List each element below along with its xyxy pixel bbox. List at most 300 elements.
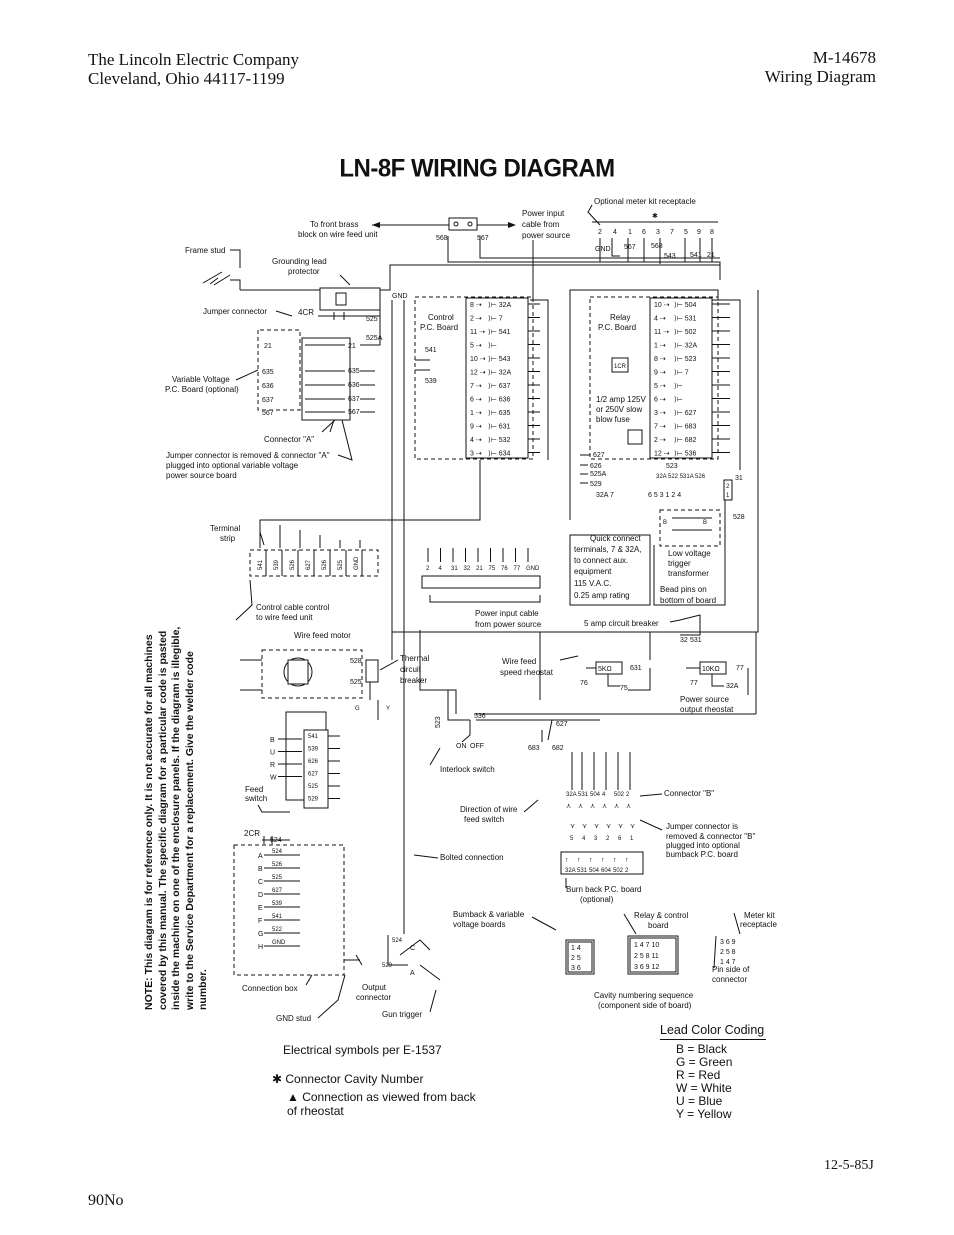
connector-b-bottom-number: 5 — [570, 836, 574, 842]
relay-row-pin: 3 ⇢ — [654, 410, 666, 417]
footer-code: 90No — [88, 1192, 124, 1209]
label-power-source: power source — [522, 231, 571, 240]
terminal-strip-wire: 627 — [306, 559, 312, 570]
meter-wire-21: 21 — [707, 252, 715, 259]
lv-2: trigger — [668, 559, 691, 568]
feed-row-color: B — [270, 737, 275, 744]
input-cable-wire: 77 — [513, 566, 521, 572]
connector-b-pin: ⋎ — [630, 823, 636, 830]
label-connection-box: Connection box — [242, 984, 298, 993]
burnback-wire: 604 — [601, 868, 612, 874]
connection-box-row: F — [258, 918, 263, 925]
relay-pc-board — [570, 290, 745, 546]
control-row-wire: ⟩⊢ 637 — [488, 383, 511, 390]
lcc-item: R = Red — [676, 1068, 721, 1082]
connector-b-bottom-number: 3 — [594, 836, 598, 842]
relay-row-pin: 4 ⇢ — [654, 315, 666, 323]
control-row-pin: 7 ⇢ — [470, 383, 482, 390]
label-power-input-cable: Power input cable — [475, 609, 539, 618]
relay-row-pin: 6 ⇢ — [654, 396, 666, 404]
relay-row-pin: 10 ⇢ — [654, 302, 670, 309]
control-row-pin: 1 ⇢ — [470, 410, 482, 417]
meter-kit-receptacle — [448, 197, 720, 280]
burnback-wire: 32A — [565, 868, 576, 874]
label-switch: switch — [245, 794, 268, 803]
relay-row-pin: 1 ⇢ — [654, 342, 666, 350]
relay-control-2: board — [648, 921, 669, 930]
qc-2: terminals, 7 & 32A, — [574, 545, 642, 554]
lcc-item: W = White — [676, 1081, 732, 1095]
relay-row-wire: ⟩⊢ 682 — [674, 437, 697, 444]
control-pc-board — [415, 240, 548, 460]
label-variable-voltage-2: P.C. Board (optional) — [165, 385, 239, 394]
relay-row-wire: ⟩⊢ — [674, 396, 683, 404]
label-terminal-strip: strip — [220, 534, 236, 543]
qc-4: equipment — [574, 567, 612, 576]
wire-75: 77 — [736, 665, 744, 672]
label-direction: Direction of wire — [460, 805, 518, 814]
cavity-left-3: 3 6 — [571, 965, 581, 972]
feed-switch — [244, 712, 340, 844]
wire-536: 536 — [474, 713, 486, 720]
relay-row-wire: ⟩⊢ — [674, 383, 683, 390]
frame-stud — [185, 246, 720, 310]
relay-row-wire: ⟩⊢ 7 — [674, 369, 689, 377]
label-control: Control — [428, 313, 454, 322]
lv-1: Low voltage — [668, 549, 711, 558]
label-cable-from: cable from — [522, 220, 560, 229]
cavity-seq-1: Cavity numbering sequence — [594, 991, 694, 1000]
wire-528-2cr: 524 — [270, 837, 282, 844]
feed-wire-number: 529 — [308, 796, 319, 803]
label-control-cable-2: to wire feed unit — [256, 613, 313, 622]
burnback-pin: ↑ — [565, 857, 569, 864]
wire-525-4cr: 525 — [366, 316, 378, 323]
wire-682: 682 — [552, 745, 564, 752]
burnback-pin: ↑ — [589, 857, 593, 864]
label-variable-voltage: Variable Voltage — [172, 375, 230, 384]
wire-32-brk: 531 — [690, 637, 702, 644]
relay-row-pin: 11 ⇢ — [654, 329, 670, 336]
relay-row-pin: 2 ⇢ — [654, 437, 666, 444]
wire-524-box: 529 — [382, 963, 393, 969]
label-relay: Relay — [610, 313, 631, 322]
company-address: Cleveland, Ohio 44117-1199 — [88, 69, 285, 88]
terminal-strip-wire: 526 — [290, 559, 296, 570]
lcc-item: G = Green — [676, 1055, 733, 1069]
var-right-635: 635 — [348, 368, 360, 375]
label-wire-feed-motor: Wire feed motor — [294, 631, 351, 640]
label-connector-a: Connector "A" — [264, 435, 315, 444]
control-row-wire: ⟩⊢ 543 — [488, 356, 511, 363]
connector-b-top-wire: 531 — [578, 792, 589, 798]
label-gnd-stud: GND stud — [276, 1014, 312, 1023]
lcc-item: Y = Yellow — [676, 1107, 732, 1121]
connection-box-wire: GND — [272, 940, 286, 946]
label-protector: protector — [288, 267, 320, 276]
wire-528: 528 — [350, 658, 362, 665]
feed-wire-number: 539 — [308, 746, 319, 753]
label-power-source-rheo: Power source — [680, 695, 729, 704]
pin-side-1: Pin side of — [712, 965, 750, 974]
relay-bottom-626: 626 — [590, 463, 602, 470]
var-row-636: 636 — [262, 383, 274, 390]
legend-rheostat: ▲ Connection as viewed from back of rheostat — [287, 1090, 476, 1118]
connector-b-bottom-number: 2 — [606, 836, 610, 842]
qc-1: Quick connect — [590, 534, 641, 543]
lead-color-coding — [660, 1023, 770, 1121]
wire-525-motor: 525 — [350, 679, 362, 686]
lcc-title: Lead Color Coding — [660, 1023, 766, 1040]
control-row-pin: 10 ⇢ — [470, 356, 486, 363]
connector-b-pin: ⋎ — [606, 823, 612, 830]
burnback-pin: ↑ — [601, 857, 605, 864]
relay-bottom-529: 529 — [590, 481, 602, 488]
label-to-front-brass: To front brass — [310, 220, 359, 229]
wire-528-box: 524 — [392, 938, 403, 944]
wire-632: 75 — [620, 685, 628, 692]
burnback-wire: 2 — [625, 868, 629, 874]
legend-symbols: Electrical symbols per E-1537 — [283, 1043, 442, 1057]
connector-b-pin: ⋏ — [590, 803, 596, 810]
control-row-pin: 2 ⇢ — [470, 315, 482, 323]
connector-b-top-wire: 502 — [614, 792, 625, 798]
connection-box-wire: 522 — [272, 927, 283, 933]
connector-b-pin: ⋎ — [618, 823, 624, 830]
label-terminal: Terminal — [210, 524, 241, 533]
qc-5: 115 V.A.C. — [574, 579, 612, 588]
feed-row-color: U — [270, 749, 276, 757]
label-feed-switch-dir: feed switch — [464, 815, 505, 824]
bead-2: bottom of board — [660, 596, 717, 605]
meter-wire-541: 541 — [690, 252, 702, 259]
label-feed: Feed — [245, 785, 264, 794]
relay-small-row: 32A 522 531A 526 — [656, 474, 706, 480]
connector-b-pin: ⋎ — [570, 823, 576, 830]
label-output: Output — [362, 983, 387, 992]
reference-note: NOTE: This diagram is for reference only. It is not accurate for all machines covered by this manual. The specific diagram for a particular code is pasted inside the machine on one of the enclosure panels. If the diagram is illegible, write to the Service Department for a replacement. Give the welder code number. — [143, 626, 209, 1010]
connector-b-top-wire: 504 — [590, 792, 601, 798]
control-row-wire: ⟩⊢ 635 — [488, 410, 511, 417]
burnback-pin: ↑ — [577, 857, 581, 864]
svg-text:2: 2 — [726, 484, 730, 490]
relay-row-wire: ⟩⊢ 536 — [674, 450, 697, 458]
relay-bottom-627: 627 — [593, 452, 605, 459]
control-row-wire: ⟩⊢ 7 — [488, 315, 503, 323]
connection-box-row: D — [258, 892, 264, 899]
connector-b-pin: ⋎ — [594, 823, 600, 830]
term-strip-items — [258, 550, 362, 576]
connection-box-row: G — [258, 931, 264, 938]
meter-pin-6: 7 — [670, 229, 674, 236]
connection-box-row: B — [258, 866, 263, 873]
relay-6-5-3-1-2-4: 6 5 3 1 2 4 — [648, 492, 682, 499]
control-row-pin: 11 ⇢ — [470, 329, 486, 336]
feed-row-color: W — [270, 774, 277, 782]
rheo-5k: 5KΩ — [598, 666, 612, 673]
wire-627-il: 627 — [556, 721, 568, 728]
cavity-star: ✱ — [652, 213, 658, 220]
connection-box-wire: 627 — [272, 888, 283, 894]
wire-76: 32A — [726, 683, 739, 690]
connector-b-pin: ⋏ — [614, 803, 620, 810]
qc-3: to connect aux. — [574, 556, 629, 565]
control-row-wire: ⟩⊢ 541 — [488, 329, 511, 336]
rheo-10k: 10KΩ — [702, 666, 720, 673]
feed-wire-number: 541 — [308, 734, 319, 740]
connection-box-row: H — [258, 944, 264, 951]
burnback-wire: 502 — [613, 868, 624, 874]
var-row-637: 637 — [262, 397, 274, 404]
svg-text:1: 1 — [726, 493, 730, 499]
cavity-left-1: 1 4 — [571, 945, 581, 952]
meter-gnd: GND — [595, 246, 611, 253]
label-fuse-1: 1/2 amp 125V — [596, 395, 646, 404]
label-optional-meter-kit: Optional meter kit receptacle — [594, 197, 696, 206]
input-cable-wire: 2 — [426, 566, 430, 572]
terminal-strip-wire: 525 — [338, 559, 344, 570]
input-cable-wire: GND — [526, 566, 540, 572]
wire-31-relay: 528 — [733, 514, 745, 521]
cavity-mid-1: 1 4 7 10 — [634, 942, 660, 949]
meter-pin-2: 4 — [613, 229, 617, 236]
input-cable-wire: 4 — [438, 566, 442, 572]
label-block-on-wire-feed: block on wire feed unit — [298, 230, 378, 239]
connector-b-top-wire: 2 — [626, 792, 630, 798]
meter-pin-1: 2 — [598, 229, 602, 236]
jumper-b-4: bumback P.C. board — [666, 850, 738, 859]
wire-634: 631 — [630, 665, 642, 672]
label-relay-pc: P.C. Board — [598, 323, 637, 332]
label-circuit: circuit — [400, 665, 421, 674]
label-breaker: 5 amp circuit breaker — [584, 619, 659, 628]
jumper-note-1: Jumper connector is removed & connector "A" — [166, 451, 330, 460]
connection-box-wire: 525 — [272, 875, 283, 881]
document-number: M-14678 — [812, 48, 876, 67]
wire-32a-brk: 32 — [680, 637, 688, 644]
cavity-right-1: 3 6 9 — [720, 939, 736, 946]
control-row-pin: 12 ⇢ — [470, 369, 486, 377]
label-control-pc: P.C. Board — [420, 323, 459, 332]
label-connector-b: Connector "B" — [664, 789, 715, 798]
relay-row-pin: 12 ⇢ — [654, 450, 670, 458]
relay-32a-7: 32A 7 — [596, 492, 614, 499]
var-right-567: 567 — [348, 409, 360, 416]
relay-row-pin: 9 ⇢ — [654, 369, 666, 377]
control-row-pin: 9 ⇢ — [470, 423, 482, 431]
burnback-2: (optional) — [580, 895, 614, 904]
cavity-mid-2: 2 5 8 11 — [634, 953, 659, 960]
connector-b-bottom-number: 4 — [582, 836, 586, 842]
label-fuse-3: blow fuse — [596, 415, 630, 424]
label-4cr: 4CR — [298, 308, 315, 317]
connector-b-pin: ⋎ — [582, 823, 588, 830]
svg-text:Y: Y — [386, 706, 391, 712]
input-cable-wire: 21 — [476, 566, 483, 572]
qc-6: 0.25 amp rating — [574, 591, 630, 600]
var-row-635: 635 — [262, 369, 274, 376]
legend-cavity: ✱ Connector Cavity Number — [272, 1072, 424, 1086]
relay-row-pin: 7 ⇢ — [654, 423, 666, 431]
bumback-var-1: Bumback & variable — [453, 910, 525, 919]
connector-b — [460, 752, 755, 904]
lcc-item: U = Blue — [676, 1094, 723, 1108]
connection-box-wire: 526 — [272, 862, 283, 868]
label-2cr: 2CR — [244, 829, 261, 838]
meter-pin-5: 3 — [656, 229, 660, 236]
label-from-power-source: from power source — [475, 620, 542, 629]
company-name: The Lincoln Electric Company — [88, 50, 300, 69]
relay-row-wire: ⟩⊢ 683 — [674, 423, 697, 431]
burnback-pin: ↑ — [613, 857, 617, 864]
burnback-wire: 531 — [577, 868, 588, 874]
connection-box-wire: 524 — [272, 849, 283, 855]
wire-523: 523 — [435, 716, 442, 728]
bead-1: Bead pins on — [660, 585, 707, 594]
input-cable-wire: 75 — [488, 566, 496, 572]
wire-77: 77 — [690, 680, 698, 687]
jumper-4cr — [165, 300, 383, 480]
label-gun-trigger: Gun trigger — [382, 1010, 423, 1019]
cavity-mid-3: 3 6 9 12 — [634, 964, 660, 971]
input-cable-wire: 32 — [463, 566, 471, 572]
label-on: ON — [456, 743, 467, 750]
meter-pin-9: 8 — [710, 229, 714, 236]
jumper-note-2: plugged into optional variable voltage — [166, 461, 299, 470]
meter-pin-7: 5 — [684, 229, 688, 236]
power-input-cable — [422, 548, 542, 629]
var-row-567: 567 — [262, 410, 274, 417]
meter-kit-2: receptacle — [740, 920, 777, 929]
control-left-541: 541 — [425, 347, 437, 354]
conn-box-rows — [258, 849, 300, 951]
lv-3: transformer — [668, 569, 709, 578]
terminal-strip — [210, 460, 480, 576]
relay-row-wire: ⟩⊢ 504 — [674, 302, 697, 309]
relay-bottom-525a: 525A — [590, 471, 607, 478]
label-interlock: Interlock switch — [440, 765, 495, 774]
control-row-wire: ⟩⊢ 32A — [488, 302, 512, 309]
label-output-rheostat: output rheostat — [680, 705, 734, 714]
relay-row-wire: ⟩⊢ 531 — [674, 315, 697, 323]
var-right-21: 21 — [348, 343, 356, 350]
diagram-title: LN-8F WIRING DIAGRAM — [339, 154, 615, 183]
relay-row-wire: ⟩⊢ 32A — [674, 342, 698, 350]
cavity-right-2: 2 5 8 — [720, 949, 736, 956]
burnback-wire: 504 — [589, 868, 600, 874]
meter-pin-8: 9 — [697, 229, 701, 236]
wire-683: 683 — [528, 745, 540, 752]
feed-wire-number: 627 — [308, 771, 319, 778]
jumper-b-3: plugged into optional — [666, 841, 740, 850]
connector-b-bottom-number: 1 — [630, 836, 634, 842]
control-row-pin: 8 ⇢ — [470, 302, 482, 309]
label-fuse-2: or 250V slow — [596, 405, 643, 414]
relay-row-wire: ⟩⊢ 502 — [674, 329, 697, 336]
wire-531-relay: 31 — [735, 475, 743, 482]
label-gnd-top: GND — [392, 293, 408, 300]
control-row-wire: ⟩⊢ 634 — [488, 450, 511, 458]
jumper-b-2: removed & connector "B" — [666, 832, 756, 841]
cavity-numbering — [453, 910, 777, 1010]
meter-kit-1: Meter kit — [744, 911, 775, 920]
label-control-cable: Control cable control — [256, 603, 330, 612]
relay-row-wire: ⟩⊢ 523 — [674, 356, 697, 363]
connector-b-pin: ⋏ — [602, 803, 608, 810]
feed-wire-number: 525 — [308, 784, 319, 790]
svg-text:A: A — [410, 970, 415, 977]
control-row-pin: 6 ⇢ — [470, 396, 482, 404]
cavity-seq-2: (component side of board) — [598, 1001, 692, 1010]
label-grounding-lead: Grounding lead — [272, 257, 327, 266]
terminal-strip-wire: GND — [354, 556, 360, 570]
label-breaker-thermal: breaker — [400, 676, 428, 685]
wire-feed-motor — [236, 580, 430, 720]
relay-control-1: Relay & control — [634, 911, 689, 920]
bumback-var-2: voltage boards — [453, 920, 506, 929]
relay-row-pin: 5 ⇢ — [654, 383, 666, 390]
connector-b-pin: ⋏ — [578, 803, 584, 810]
control-row-pin: 4 ⇢ — [470, 437, 482, 444]
jumper-note-3: power source board — [166, 471, 237, 480]
label-off: OFF — [470, 743, 484, 750]
wire-524-relay: 523 — [666, 463, 678, 470]
burnback-pin: ↑ — [625, 857, 629, 864]
terminal-strip-wire: 541 — [258, 559, 264, 570]
cavity-right-3: 1 4 7 — [720, 959, 736, 966]
input-cable-wire: 31 — [451, 566, 458, 572]
meter-pin-4: 6 — [642, 229, 646, 236]
control-row-wire: ⟩⊢ 636 — [488, 396, 511, 404]
control-row-wire: ⟩⊢ 631 — [488, 423, 511, 431]
connector-b-pin: ⋏ — [566, 803, 572, 810]
svg-text:C: C — [410, 945, 416, 952]
control-row-wire: ⟩⊢ — [488, 342, 497, 350]
svg-text:B: B — [703, 520, 708, 526]
meter-pin-3: 1 — [628, 229, 632, 236]
terminal-strip-wire: 526 — [322, 559, 328, 570]
connection-box-wire: 541 — [272, 914, 283, 920]
svg-text:B: B — [663, 520, 668, 526]
meter-wire-543: 543 — [664, 253, 676, 260]
connector-b-top — [566, 792, 631, 810]
connection-box-wire: 539 — [272, 901, 283, 907]
connection-box-row: A — [258, 853, 263, 860]
connector-b-top-wire: 32A — [566, 792, 577, 798]
wire-feed-speed-rheostat — [500, 656, 748, 714]
connector-b-pin: ⋏ — [626, 803, 632, 810]
connection-box-row: E — [258, 905, 263, 912]
terminal-strip-wire: 539 — [274, 559, 280, 570]
document-type: Wiring Diagram — [764, 67, 876, 86]
wire-567: 567 — [477, 235, 489, 242]
lcc-item: B = Black — [676, 1042, 728, 1056]
connector-b-bottom-number: 6 — [618, 836, 622, 842]
label-jumper-connector: Jumper connector — [203, 307, 268, 316]
front-brass-block — [298, 209, 571, 242]
wire-631: 76 — [580, 680, 588, 687]
var-row-21: 21 — [264, 343, 272, 350]
control-left-539: 539 — [425, 378, 437, 385]
svg-text:G: G — [355, 706, 360, 712]
control-row-wire: ⟩⊢ 32A — [488, 369, 512, 377]
control-row-pin: 3 ⇢ — [470, 450, 482, 458]
relay-row-pin: 8 ⇢ — [654, 356, 666, 363]
var-right-636: 636 — [348, 382, 360, 389]
label-thermal: Thermal — [400, 654, 430, 663]
feed-wire-number: 626 — [308, 759, 319, 765]
label-bolted: Bolted connection — [440, 853, 504, 862]
